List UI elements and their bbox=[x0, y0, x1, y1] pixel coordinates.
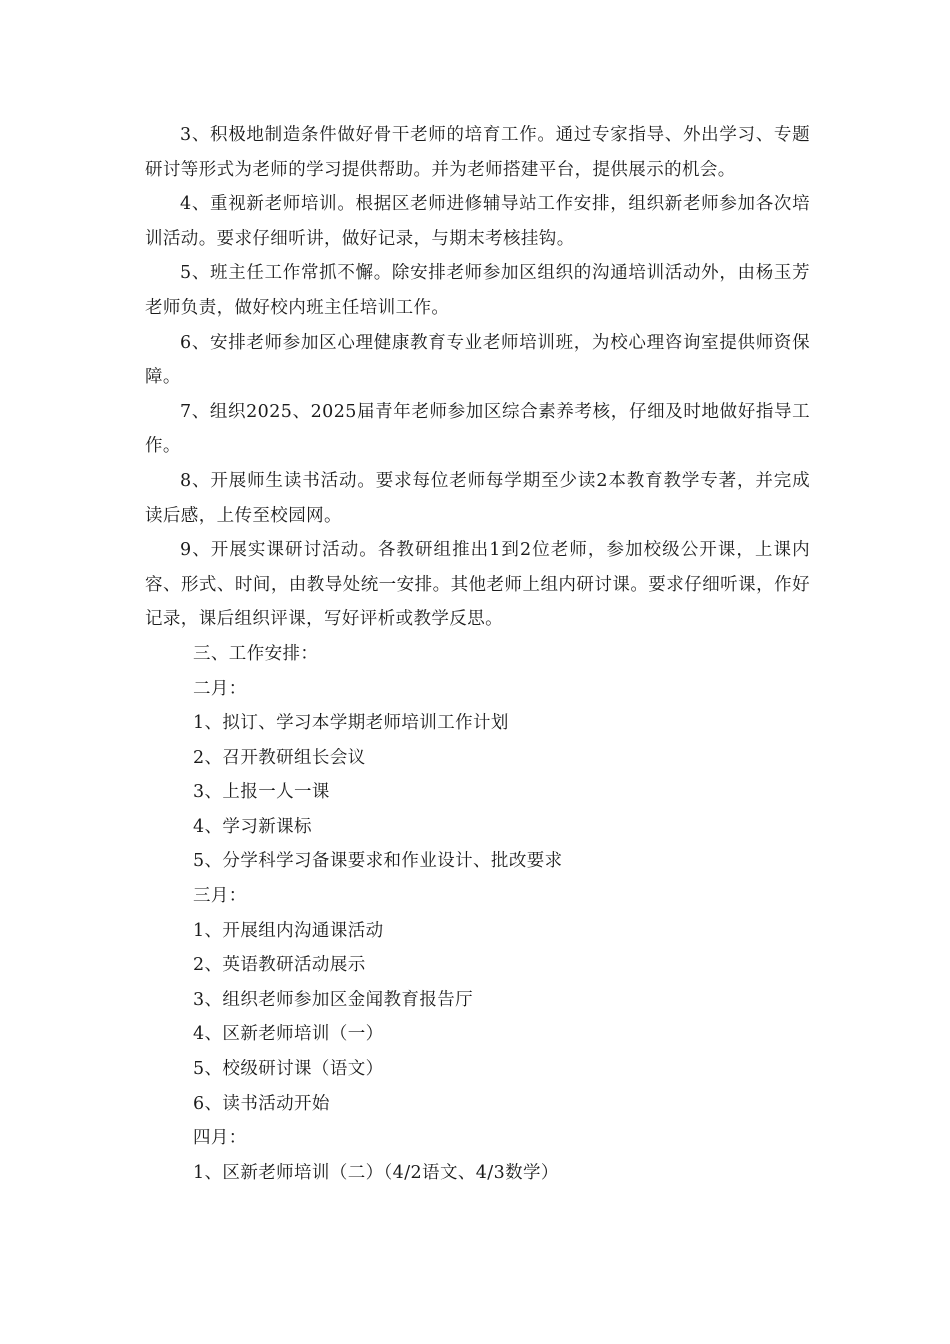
list-item: 5、校级研讨课（语文） bbox=[193, 1059, 384, 1080]
paragraph-8: 8、开展师生读书活动。要求每位老师每学期至少读2本教育教学专著，并完成读后感，上传至校园网。 bbox=[145, 470, 810, 526]
list-item: 1、区新老师培训（二）（4/2语文、4/3数学） bbox=[193, 1162, 559, 1183]
section-title: 三、工作安排： bbox=[193, 643, 319, 664]
list-item: 6、读书活动开始 bbox=[193, 1093, 330, 1114]
paragraph-4: 4、重视新老师培训。根据区老师进修辅导站工作安排，组织新老师参加各次培训活动。要求仔细听讲，做好记录，与期末考核挂钩。 bbox=[145, 194, 810, 249]
paragraph-9: 9、开展实课研讨活动。各教研组推出1到2位老师，参加校级公开课，上课内容、形式、时间，由教导处统一安排。其他老师上组内研讨课。要求仔细听课，作好记录，课后组织评课，写好评析或教学反思。 bbox=[145, 540, 810, 630]
list-item: 1、拟订、学习本学期老师培训工作计划 bbox=[193, 713, 509, 734]
list-item: 4、区新老师培训（一） bbox=[193, 1024, 384, 1045]
paragraph-3: 3、积极地制造条件做好骨干老师的培育工作。通过专家指导、外出学习、专题研讨等形式为老师的学习提供帮助。并为老师搭建平台，提供展示的机会。 bbox=[145, 125, 810, 180]
paragraph-6: 6、安排老师参加区心理健康教育专业老师培训班，为校心理咨询室提供师资保障。 bbox=[145, 332, 810, 388]
list-item: 5、分学科学习备课要求和作业设计、批改要求 bbox=[193, 851, 563, 872]
list-item: 1、开展组内沟通课活动 bbox=[193, 920, 384, 941]
list-item: 2、英语教研活动展示 bbox=[193, 955, 366, 976]
list-item: 3、上报一人一课 bbox=[193, 782, 330, 803]
paragraph-5: 5、班主任工作常抓不懈。除安排老师参加区组织的沟通培训活动外，由杨玉芳老师负责，做好校内班主任培训工作。 bbox=[145, 263, 810, 318]
list-item: 3、组织老师参加区金闻教育报告厅 bbox=[193, 989, 474, 1010]
document-body bbox=[145, 118, 810, 1190]
list-item: 2、召开教研组长会议 bbox=[193, 747, 366, 768]
month-heading-feb: 二月： bbox=[193, 678, 247, 699]
paragraph-7: 7、组织2025、2025届青年老师参加区综合素养考核，仔细及时地做好指导工作。 bbox=[145, 401, 810, 457]
list-item: 4、学习新课标 bbox=[193, 816, 312, 837]
month-heading-apr: 四月： bbox=[193, 1128, 247, 1149]
month-heading-mar: 三月： bbox=[193, 886, 247, 907]
